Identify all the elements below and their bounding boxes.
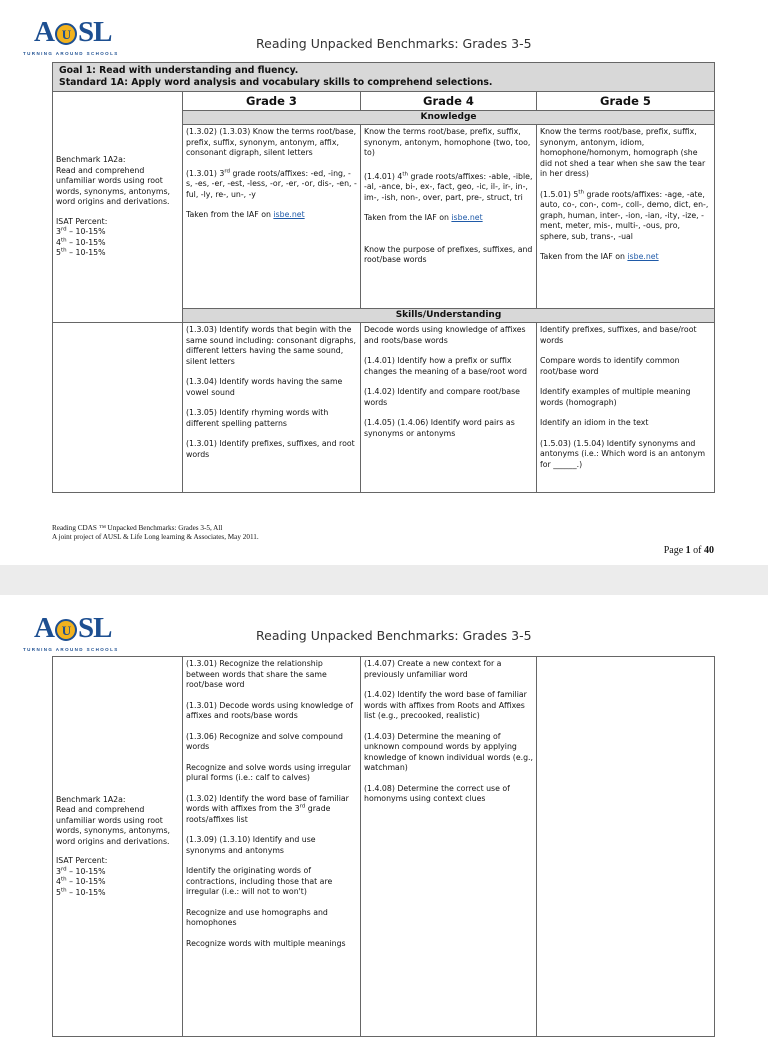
skills-paragraph: (1.4.02) Identify and compare root/base words (364, 387, 520, 407)
benchmark-spacer (53, 323, 183, 493)
skills-paragraph: (1.3.05) Identify rhyming words with different spelling patterns (186, 408, 329, 428)
page-header-title: Reading Unpacked Benchmarks: Grades 3-5 (256, 628, 532, 643)
benchmark-cell (53, 92, 183, 323)
footer-line: A joint project of AUSL & Life Long learning & Associates, May 2011. (52, 533, 259, 541)
isbe-link[interactable]: isbe.net (627, 252, 659, 261)
skills-paragraph: (1.3.06) Recognize and solve compound words (186, 731, 343, 751)
knowledge-paragraph: Taken from the IAF on isbe.net (540, 252, 659, 261)
skills-paragraph: (1.4.03) Determine the meaning of unknown compound words by applying knowledge of known individual words (e.g., watchman) (364, 731, 534, 772)
knowledge-paragraph: Taken from the IAF on isbe.net (364, 213, 483, 222)
isat-label: ISAT Percent: (56, 216, 108, 226)
goal-header (53, 63, 715, 92)
knowledge-paragraph: (1.3.02) (1.3.03) Know the terms root/base, prefix, suffix, synonym, antonym, affix, consonant digraph, silent letters (186, 127, 357, 157)
knowledge-paragraph: (1.5.01) 5th grade roots/affixes: -age, -ate, auto, co-, con-, com-, coll-, demo, dict, en-, graph, human, inter-, -ion, -ian, -ity, -ize, -ment, meter, mis-, multi-, -ous, pro, sphere, sub, trans-, -ual (540, 188, 709, 241)
footer-line: Reading CDAS ™ Unpacked Benchmarks: Grades 3-5, All (52, 524, 223, 532)
logo-tagline: TURNING AROUND SCHOOLS (23, 51, 119, 56)
skills-section-header: Skills/Understanding (183, 309, 715, 323)
logo-badge-icon: U (55, 23, 77, 45)
logo-wordmark: A U SL (34, 16, 112, 48)
skills-paragraph: Identify prefixes, suffixes, and base/root words (540, 325, 697, 345)
skills-paragraph: Recognize and solve words using irregular plural forms (i.e.: calf to calves) (186, 762, 351, 782)
page-number: Page 1 of 40 (663, 545, 714, 556)
skills-paragraph: Compare words to identify common root/base word (540, 356, 680, 376)
skills-paragraph: (1.3.04) Identify words having the same vowel sound (186, 377, 343, 397)
benchmarks-table-page2 (52, 656, 715, 1037)
grade-5-knowledge (537, 125, 715, 309)
page-footer (52, 524, 259, 542)
skills-paragraph: (1.3.02) Identify the word base of familiar words with affixes from the 3rd grade roots/affixes list (186, 793, 349, 824)
skills-paragraph: (1.4.08) Determine the correct use of homonyms using context clues (364, 783, 510, 803)
isat-row: 4th – 10-15% (56, 237, 106, 247)
benchmark-cell (53, 657, 183, 1037)
skills-paragraph: (1.4.07) Create a new context for a previously unfamiliar word (364, 659, 502, 679)
isbe-link[interactable]: isbe.net (451, 213, 483, 222)
skills-paragraph: Recognize words with multiple meanings (186, 938, 346, 948)
isat-row: 4th – 10-15% (56, 876, 106, 887)
grade-3-knowledge (183, 125, 361, 309)
grade-4-skills (361, 323, 537, 493)
knowledge-paragraph: Know the purpose of prefixes, suffixes, and root/base words (364, 244, 533, 264)
skills-paragraph: (1.4.01) Identify how a prefix or suffix changes the meaning of a base/root word (364, 356, 527, 376)
skills-paragraph: Decode words using knowledge of affixes and roots/base words (364, 325, 526, 345)
goal-text: Goal 1: Read with understanding and fluency. (59, 65, 299, 76)
skills-paragraph: (1.3.01) Recognize the relationship between words that share the same root/base word (186, 659, 327, 689)
logo-badge-icon: U (55, 619, 77, 641)
ausl-logo (23, 16, 119, 56)
skills-paragraph: (1.3.03) Identify words that begin with the same sound including: consonant digraphs, different letters having the same sound, silent letters (186, 325, 356, 366)
knowledge-paragraph: Know the terms root/base, prefix, suffix, synonym, antonym, idiom, homophone/homonym, homograph (she did not shed a tear when she saw the tear in her dress) (540, 127, 706, 178)
knowledge-section-header: Knowledge (183, 111, 715, 125)
logo-wordmark: A U SL (34, 612, 112, 644)
skills-paragraph: (1.5.03) (1.5.04) Identify synonyms and antonyms (i.e.: Which word is an antonym for ______.) (540, 438, 706, 469)
isbe-link[interactable]: isbe.net (273, 210, 305, 219)
isat-row: 5th – 10-15% (56, 247, 106, 258)
page-separator (0, 565, 768, 595)
skills-paragraph: (1.3.01) Decode words using knowledge of affixes and roots/base words (186, 700, 353, 720)
grade-5-skills (537, 323, 715, 493)
skills-paragraph: Recognize and use homographs and homophones (186, 907, 328, 927)
logo-tagline: TURNING AROUND SCHOOLS (23, 647, 119, 652)
isat-row: 3rd – 10-15% (56, 866, 106, 876)
knowledge-paragraph: (1.4.01) 4th grade roots/affixes: -able, -ible, -al, -ance, bi-, ex-, fact, geo, -ic, il-, ir-, in-, im-, -ish, non-, over, part, pre-, struct, tri (364, 170, 533, 202)
isat-row: 3rd – 10-15% (56, 226, 106, 237)
benchmarks-table-page1 (52, 62, 715, 493)
skills-paragraph: (1.3.01) Identify prefixes, suffixes, and root words (186, 439, 355, 459)
knowledge-paragraph: Taken from the IAF on isbe.net (186, 210, 305, 219)
grade-5-heading: Grade 5 (537, 92, 715, 111)
standard-text: Standard 1A: Apply word analysis and vocabulary skills to comprehend selections. (59, 77, 493, 88)
grade-3-heading: Grade 3 (183, 92, 361, 111)
grade-4-knowledge (361, 125, 537, 309)
grade-5-continued (537, 657, 715, 1037)
isat-label: ISAT Percent: (56, 856, 108, 866)
skills-paragraph: Identify examples of multiple meaning words (homograph) (540, 387, 691, 407)
knowledge-paragraph: (1.3.01) 3rd grade roots/affixes: -ed, -ing, -s, -es, -er, -est, -less, -or, -er, -or, dis-, -en, -ful, -ly, re-, un-, -y (186, 167, 357, 199)
knowledge-paragraph: Know the terms root/base, prefix, suffix, synonym, antonym, homophone (two, too, to) (364, 127, 531, 157)
benchmark-text: Benchmark 1A2a: Read and comprehend unfamiliar words using root words, synonyms, antonyms, word origins and derivations. (56, 794, 170, 846)
isat-row: 5th – 10-15% (56, 887, 106, 897)
benchmark-text: Benchmark 1A2a: Read and comprehend unfamiliar words using root words, synonyms, antonyms, word origins and derivations. (56, 155, 170, 207)
grade-4-continued (361, 657, 537, 1037)
grade-4-heading: Grade 4 (361, 92, 537, 111)
skills-paragraph: (1.4.02) Identify the word base of familiar words with affixes from Roots and Affixes list (e.g., precooked, realistic) (364, 690, 527, 720)
skills-paragraph: (1.4.05) (1.4.06) Identify word pairs as synonyms or antonyms (364, 418, 515, 438)
grade-3-continued (183, 657, 361, 1037)
skills-paragraph: Identify the originating words of contractions, including those that are irregular (i.e.: will not to won't) (186, 866, 333, 896)
skills-paragraph: (1.3.09) (1.3.10) Identify and use synonyms and antonyms (186, 835, 316, 855)
grade-3-skills (183, 323, 361, 493)
ausl-logo (23, 612, 119, 652)
page-header-title: Reading Unpacked Benchmarks: Grades 3-5 (256, 36, 532, 51)
skills-paragraph: Identify an idiom in the text (540, 418, 649, 427)
